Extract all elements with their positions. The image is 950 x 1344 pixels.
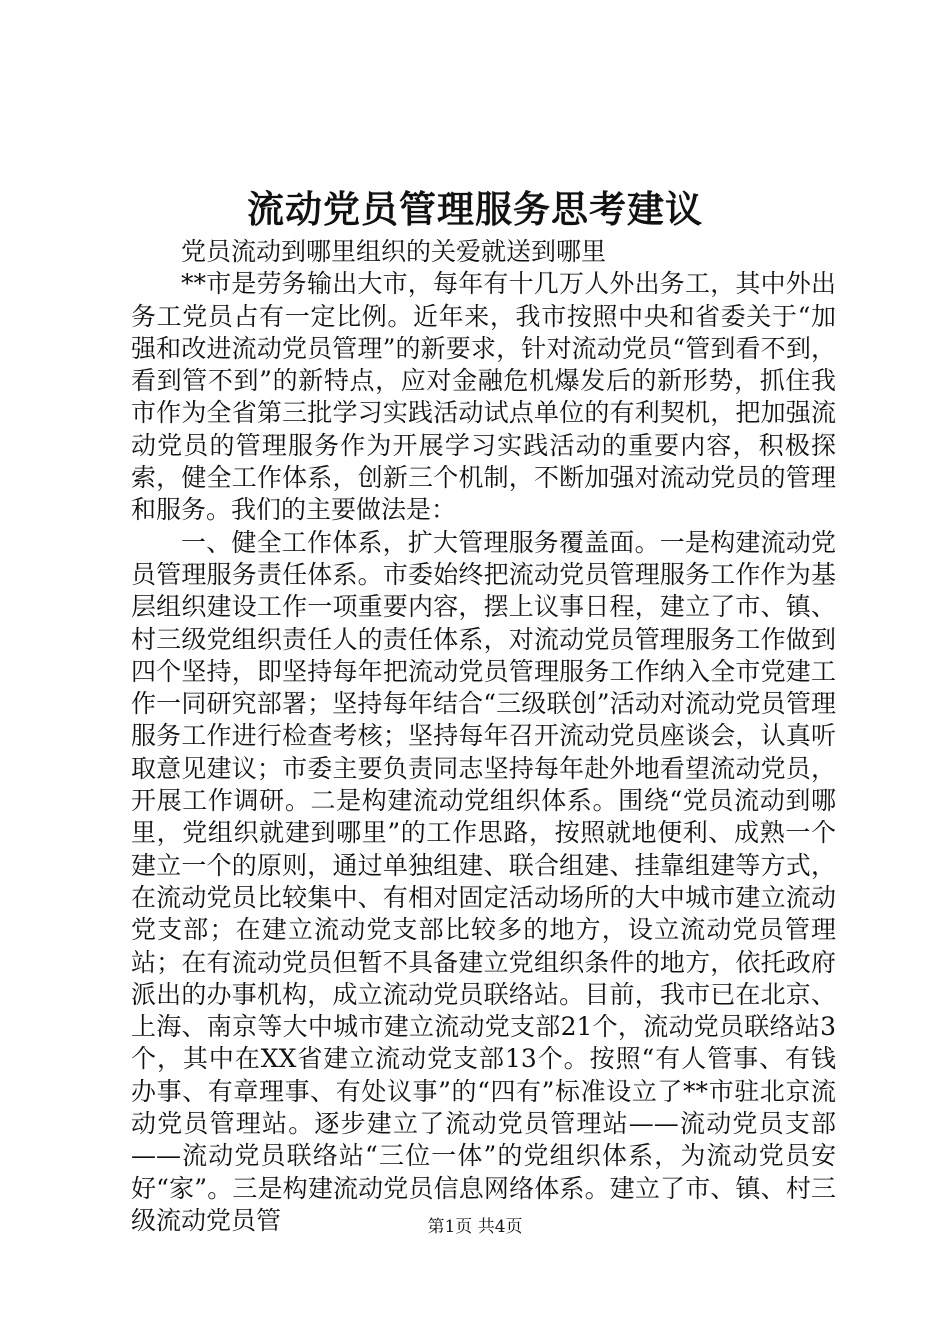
section-one-paragraph: 一、健全工作体系，扩大管理服务覆盖面。一是构建流动党员管理服务责任体系。市委始终把流动党员管理服务工作作为基层组织建设工作一项重要内容，摆上议事日程，建立了市、镇、村三级党组织责任人的责任体系，对流动党员管理服务工作做到四个坚持，即坚持每年把流动党员管理服务工作纳入全市党建工作一同研究部署；坚持每年结合“三级联创”活动对流动党员管理服务工作进行检查考核；坚持每年召开流动党员座谈会，认真听取意见建议；市委主要负责同志坚持每年赴外地看望流动党员，开展工作调研。二是构建流动党组织体系。围绕“党员流动到哪里，党组织就建到哪里”的工作思路，按照就地便利、成熟一个建立一个的原则，通过单独组建、联合组建、挂靠组建等方式，在流动党员比较集中、有相对固定活动场所的大中城市建立流动党支部；在建立流动党支部比较多的地方，设立流动党员管理站；在有流动党员但暂不具备建立党组织条件的地方，依托政府派出的办事机构，成立流动党员联络站。目前，我市已在北京、上海、南京等大中城市建立流动党支部21个，流动党员联络站3个，其中在XX省建立流动党支部13个。按照“有人管事、有钱办事、有章理事、有处议事”的“四有”标准设立了**市驻北京流动党员管理站。逐步建立了流动党员管理站——流动党员支部——流动党员联络站“三位一体”的党组织体系，为流动党员安好“家”。三是构建流动党员信息网络体系。建立了市、镇、村三级流动党员管	[131, 527, 836, 1235]
subtitle-paragraph: 党员流动到哪里组织的关爱就送到哪里	[181, 237, 607, 266]
document-title: 流动党员管理服务思考建议	[247, 187, 703, 231]
intro-paragraph: **市是劳务输出大市，每年有十几万人外出务工，其中外出务工党员占有一定比例。近年来，我市按照中央和省委关于“加强和改进流动党员管理”的新要求，针对流动党员“管到看不到，看到管不到”的新特点，应对金融危机爆发后的新形势，抓住我市作为全省第三批学习实践活动试点单位的有利契机，把加强流动党员的管理服务作为开展学习实践活动的重要内容，积极探索，健全工作体系，创新三个机制，不断加强对流动党员的管理和服务。我们的主要做法是：	[131, 269, 836, 525]
document-body	[131, 236, 836, 1237]
page-number-footer: 第1页 共4页	[427, 1217, 523, 1237]
